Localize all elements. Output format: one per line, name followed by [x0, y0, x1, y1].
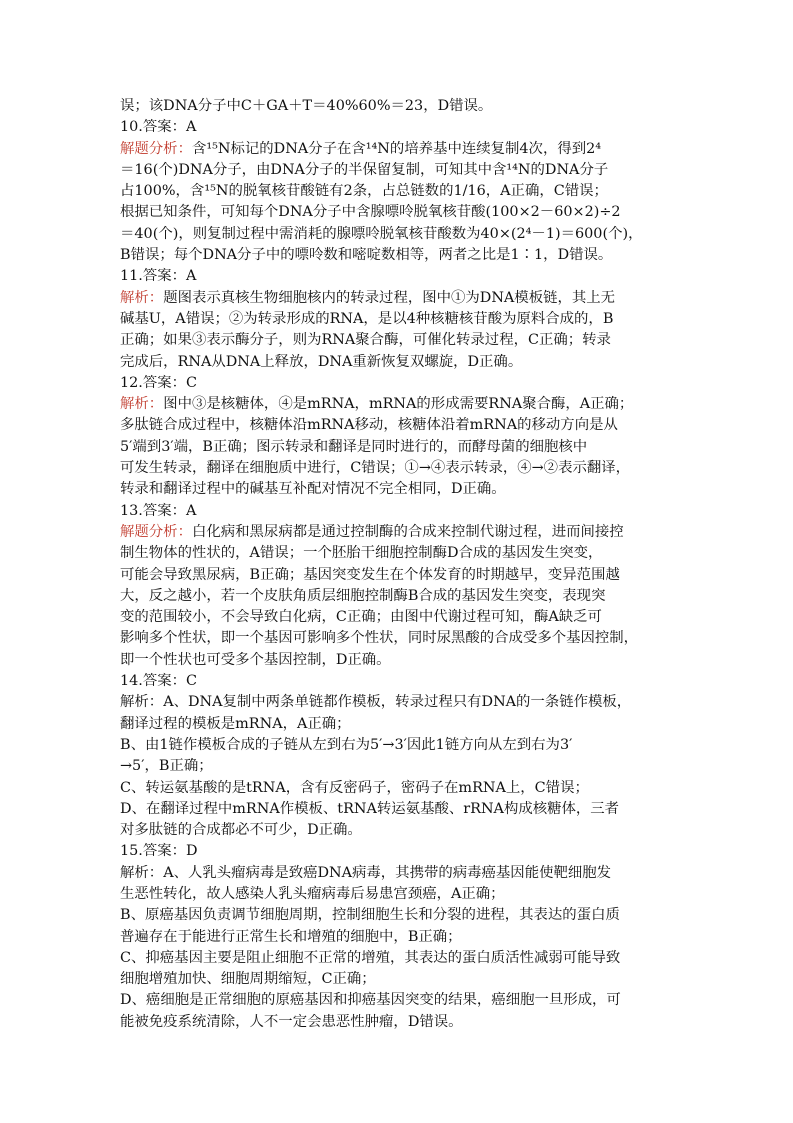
answer-line: [120, 671, 680, 692]
analysis-line: [120, 288, 680, 309]
text-line: 制生物体的性状的，A错误；一个胚胎干细胞控制酶D合成的基因发生突变，: [120, 545, 603, 562]
answer-line: [120, 501, 680, 522]
analysis-text: 题图表示真核生物细胞核内的转录过程，图中①为DNA模板链，其上无: [163, 289, 616, 306]
text-line: 根据已知条件，可知每个DNA分子中含腺嘌呤脱氧核苷酸(100×2－60×2)÷2: [120, 204, 621, 221]
text-line: 即一个性状也可受多个基因控制，D正确。: [120, 651, 391, 668]
text-line: 翻译过程的模板是mRNA，A正确；: [120, 715, 351, 732]
text-line: C、转运氨基酸的是tRNA，含有反密码子，密码子在mRNA上，C错误；: [120, 779, 589, 796]
answer-line: [120, 841, 680, 862]
text-line: 对多肽链的合成都必不可少，D正确。: [120, 822, 362, 839]
text-line: D、在翻译过程中mRNA作模板、tRNA转运氨基酸、rRNA构成核糖体，三者: [120, 800, 620, 817]
analysis-text: 含¹⁵N标记的DNA分子在含¹⁴N的培养基中连续复制4次，得到2⁴: [191, 140, 602, 157]
text-line: 生恶性转化，故人感染人乳头瘤病毒后易患宫颈癌，A正确；: [120, 885, 505, 902]
text-line: 普遍存在于能进行正常生长和增殖的细胞中，B正确；: [120, 928, 462, 945]
analysis-label: 解析：: [120, 396, 164, 413]
analysis-text: A、DNA复制中两条单链都作模板，转录过程只有DNA的一条链作模板，: [163, 694, 632, 711]
answer-label: 11.答案：A: [120, 268, 197, 285]
text-line: D、癌细胞是正常细胞的原癌基因和抑癌基因突变的结果，癌细胞一旦形成，可: [120, 992, 621, 1009]
text-line: 能被免疫系统清除，人不一定会患恶性肿瘤，D错误。: [120, 1013, 463, 1030]
text-line: ＝40(个)，则复制过程中需消耗的腺嘌呤脱氧核苷酸数为40×(2⁴－1)＝600(个)，: [120, 225, 643, 242]
answer-line: [120, 117, 680, 138]
text-line: B、原癌基因负责调节细胞周期，控制细胞生长和分裂的进程，其表达的蛋白质: [120, 907, 620, 924]
text-line: 大，反之越小，若一个皮肤角质层细胞控制酶B合成的基因发生突变，表现突: [120, 587, 606, 604]
text-line: 可能会导致黑尿病，B正确；基因突变发生在个体发育的时期越早，变异范围越: [120, 566, 620, 583]
answer-line: [120, 373, 680, 394]
text-line: 5′端到3′端，B正确；图示转录和翻译是同时进行的，而酵母菌的细胞核中: [120, 438, 588, 455]
analysis-label: 解析：: [120, 864, 164, 881]
text-line: 可发生转录，翻译在细胞质中进行，C错误；①→④表示转录，④→②表示翻译，: [120, 460, 631, 477]
text-line: 正确；如果③表示酶分子，则为RNA聚合酶，可催化转录过程，C正确；转录: [120, 332, 611, 349]
text-line: B、由1链作模板合成的子链从左到右为5′→3′因此1链方向从左到右为3′: [120, 736, 573, 753]
analysis-text: 白化病和黑尿病都是通过控制酶的合成来控制代谢过程，进而间接控: [191, 523, 624, 540]
text-line: 转录和翻译过程中的碱基互补配对情况不完全相同，D正确。: [120, 481, 506, 498]
analysis-label: 解析：: [120, 694, 164, 711]
text-line: 变的范围较小，不会导致白化病，C正确；由图中代谢过程可知，酶A缺乏可: [120, 609, 602, 626]
text-line: C、抑癌基因主要是阻止细胞不正常的增殖，其表达的蛋白质活性减弱可能导致: [120, 949, 621, 966]
analysis-line: [120, 692, 680, 713]
text-line: ＝16(个)DNA分子，由DNA分子的半保留复制，可知其中含¹⁴N的DNA分子: [120, 161, 609, 178]
text-line: 细胞增殖加快、细胞周期缩短，C正确；: [120, 971, 376, 988]
analysis-line: [120, 139, 680, 160]
text-line: →5′，B正确；: [120, 758, 213, 775]
analysis-line: [120, 522, 680, 543]
text-line: 影响多个性状，即一个基因可影响多个性状，同时尿黑酸的合成受多个基因控制，: [120, 630, 639, 647]
text-line: 碱基U，A错误；②为转录形成的RNA，是以4种核糖核苷酸为原料合成的，B: [120, 310, 614, 327]
analysis-text: A、人乳头瘤病毒是致癌DNA病毒，其携带的病毒癌基因能使靶细胞发: [163, 864, 612, 881]
answer-line: [120, 266, 680, 287]
answer-label: 15.答案：D: [120, 843, 198, 860]
text-line: 占100%，含¹⁵N的脱氧核苷酸链有2条，占总链数的1/16，A正确，C错误；: [120, 183, 608, 200]
answer-label: 12.答案：C: [120, 374, 198, 391]
analysis-line: [120, 863, 680, 884]
answer-label: 14.答案：C: [120, 673, 198, 690]
text-line: B错误；每个DNA分子中的嘌呤数和嘧啶数相等，两者之比是1∶1，D错误。: [120, 247, 613, 264]
analysis-label: 解题分析：: [120, 140, 192, 157]
text-line: 多肽链合成过程中，核糖体沿mRNA移动，核糖体沿着mRNA的移动方向是从: [120, 417, 618, 434]
analysis-text: 图中③是核糖体，④是mRNA，mRNA的形成需要RNA聚合酶，A正确；: [163, 396, 634, 413]
analysis-line: [120, 394, 680, 415]
text-line: 完成后，RNA从DNA上释放，DNA重新恢复双螺旋，D正确。: [120, 353, 523, 370]
analysis-label: 解析：: [120, 289, 164, 306]
answer-label: 13.答案：A: [120, 502, 197, 519]
document-page: [120, 96, 680, 1033]
text-line: 误；该DNA分子中C＋GA＋T＝40%60%＝23，D错误。: [120, 98, 493, 114]
answer-label: 10.答案：A: [120, 119, 197, 136]
analysis-label: 解题分析：: [120, 523, 192, 540]
